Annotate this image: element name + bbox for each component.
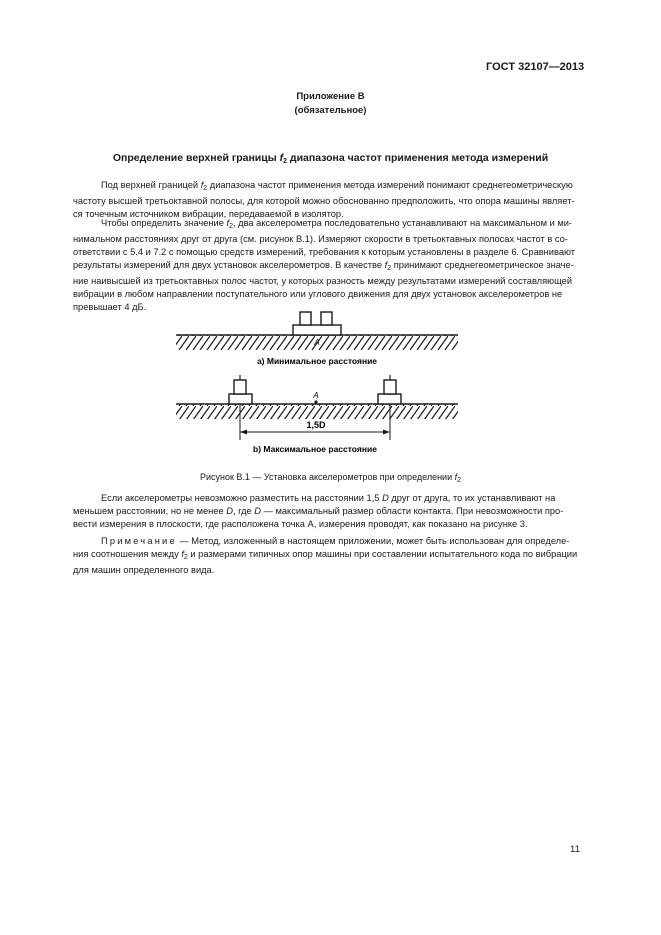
text: ния соотношения между bbox=[73, 549, 182, 559]
distance-label: 1,5D bbox=[306, 420, 326, 430]
accelerometer-a1 bbox=[300, 312, 311, 325]
accelerometer-base-b2 bbox=[378, 394, 401, 404]
label-maximal-distance: b) Максимальное расстояние bbox=[253, 444, 377, 454]
point-a-marker bbox=[314, 400, 317, 403]
text: результаты измерений для двух установок акселерометров. В качестве bbox=[73, 260, 385, 270]
p1-line-3: ся точечным источником вибрации, передаваемой в изолятор. bbox=[73, 209, 344, 219]
p2-line-5: ние наивысшей из третьоктавных полос частот, у которых разность между результатами измерений составляющей bbox=[73, 276, 573, 286]
heading-text-before: Определение верхней границы bbox=[112, 152, 280, 164]
text: , два акселерометра последовательно устанавливают на максимальном и ми- bbox=[233, 218, 573, 228]
note-label: Примечание bbox=[101, 536, 177, 546]
annex-title: Приложение В bbox=[296, 91, 365, 102]
text: , где bbox=[232, 506, 255, 516]
caption-text: Рисунок В.1 — Установка акселерометров при определении bbox=[199, 472, 455, 482]
p2-line-6: вибрации в любом направлении поступательного или углового движения для двух установок акселерометров не bbox=[73, 289, 563, 299]
text: меньшем расстоянии, но не менее bbox=[73, 506, 227, 516]
p2-line-7: превышает 4 дБ. bbox=[73, 302, 147, 312]
text: Если акселерометры невозможно разместить на расстоянии 1,5 bbox=[101, 493, 383, 503]
accelerometer-b2 bbox=[384, 380, 396, 394]
text: диапазона частот применения метода измерений понимают среднегеометрическую bbox=[207, 180, 573, 190]
point-label-b: A bbox=[313, 391, 319, 400]
text: принимают среднегеометрическое значе- bbox=[391, 260, 574, 270]
p1-line-2: частоту высшей третьоктавной полосы, для которой можно обоснованно предположить, что опора машины являет- bbox=[73, 196, 575, 206]
label-minimal-distance: a) Минимальное расстояние bbox=[256, 356, 378, 366]
ground-hatch-b bbox=[176, 404, 458, 419]
f-symbol: f bbox=[384, 260, 388, 270]
heading-text-after: диапазона частот применения метода измерений bbox=[287, 152, 549, 164]
d-symbol: D bbox=[382, 493, 389, 503]
paragraph-3 bbox=[73, 492, 583, 531]
p3-line-1 bbox=[73, 492, 583, 505]
figure-b bbox=[176, 375, 458, 454]
p2-line-2: нимальном расстояниях друг от друга (см. рисунок В.1). Измеряют скорости в третьоктавных полосах частот в со- bbox=[73, 234, 568, 244]
d-symbol: D bbox=[254, 506, 261, 516]
accelerometer-a2 bbox=[321, 312, 332, 325]
p3-line-2 bbox=[73, 505, 583, 518]
f-symbol: f bbox=[200, 180, 204, 190]
heading-sub: 2 bbox=[283, 158, 287, 165]
figure-a bbox=[176, 312, 458, 366]
note-line-1 bbox=[73, 535, 583, 548]
page-number: 11 bbox=[570, 844, 580, 855]
accelerometer-b1 bbox=[234, 380, 246, 394]
text: — Метод, изложенный в настоящем приложении, может быть использован для определе- bbox=[176, 536, 570, 546]
caption-f: f bbox=[454, 472, 458, 482]
document-code: ГОСТ 32107—2013 bbox=[486, 61, 585, 73]
note-line-2 bbox=[73, 548, 583, 564]
note bbox=[73, 535, 583, 577]
text: друг от друга, то их устанавливают на bbox=[388, 493, 556, 503]
subscript: 2 bbox=[387, 265, 392, 272]
text: Чтобы определить значение bbox=[101, 218, 227, 228]
note-line-3: для машин определенного вида. bbox=[73, 565, 215, 575]
figure-caption bbox=[0, 472, 661, 484]
caption-sub: 2 bbox=[457, 477, 462, 484]
annex-status: (обязательное) bbox=[294, 105, 367, 116]
p3-line-3: вести измерения в плоскости, где расположена точка А, измерения проводят, как показано на рисунке 3. bbox=[73, 519, 528, 529]
d-symbol: D bbox=[226, 506, 233, 516]
p2-line-3: ответствии с 5.4 и 7.2 с помощью средств измерений, требования к которым установлены в разделе 6. Сравнивают bbox=[73, 247, 576, 257]
subscript: 2 bbox=[183, 554, 188, 561]
heading-f: f bbox=[279, 152, 284, 164]
dimension-arrow-left bbox=[240, 430, 247, 435]
f-symbol: f bbox=[226, 218, 230, 228]
subscript: 2 bbox=[229, 223, 233, 230]
f-symbol: f bbox=[181, 549, 184, 559]
subscript: 2 bbox=[203, 185, 208, 192]
text: и размерами типичных опор машины при составлении испытательного кода по вибрации bbox=[187, 549, 578, 559]
point-label-a: A bbox=[314, 338, 320, 347]
accelerometer-base-b1 bbox=[229, 394, 252, 404]
text: — максимальный размер области контакта. При невозможности про- bbox=[261, 506, 564, 516]
dimension-arrow-right bbox=[383, 430, 390, 435]
text: Под верхней границей bbox=[101, 180, 201, 190]
accelerometer-base-a bbox=[293, 325, 341, 335]
